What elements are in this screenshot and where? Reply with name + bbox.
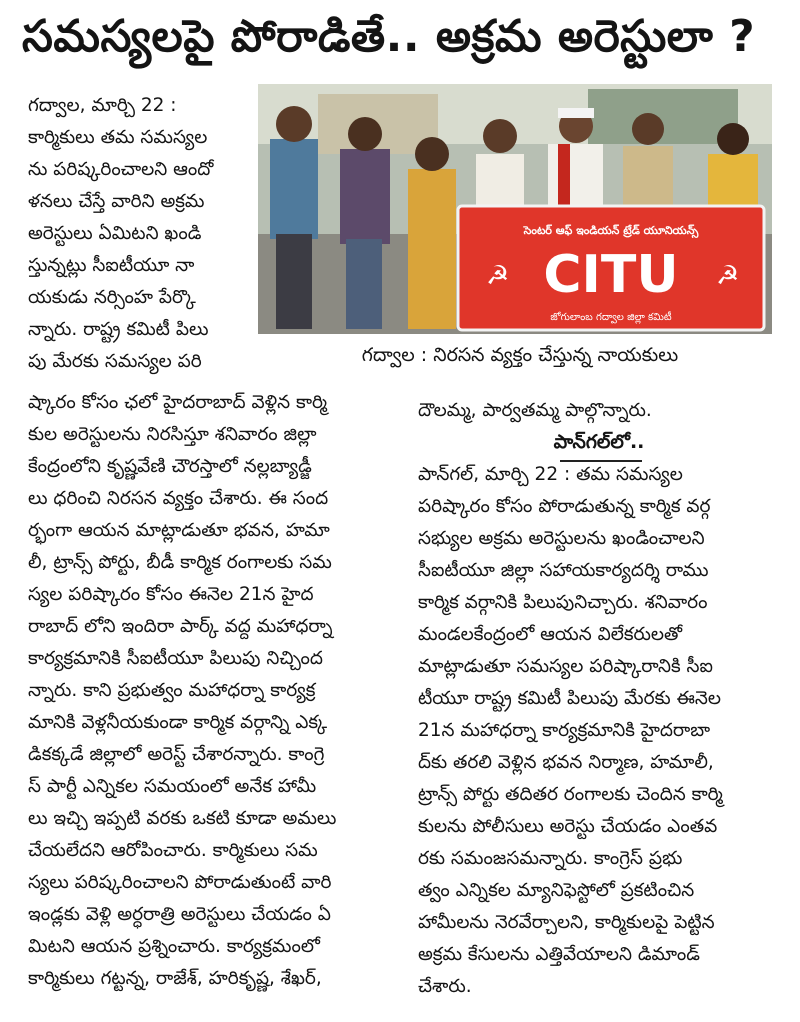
article-line: కార్మికులు గట్టన్న, రాజేశ్, హరికృష్ణ, శేఖర్, bbox=[28, 968, 322, 989]
article-line: త్వం ఎన్నికల మ్యానిఫెస్టోలో ప్రకటించిన bbox=[418, 880, 695, 901]
article-line: న్నారు. కాని ప్రభుత్వం మహాధర్నా కార్యక్ర bbox=[28, 680, 316, 701]
article-line: సభ్యుల అక్రమ అరెస్టులను ఖండించాలని bbox=[418, 528, 705, 549]
article-line: కుల అరెస్టులను నిరసిస్తూ శనివారం జిల్లా bbox=[28, 424, 317, 445]
article-line: మాట్లాడుతూ సమస్యల పరిష్కారానికి సీఐ bbox=[418, 656, 713, 677]
article-line: కార్మికులు తమ సమస్యల bbox=[28, 127, 208, 148]
article-line: అరెస్టులు ఏమిటని ఖండి bbox=[28, 223, 202, 244]
article-line: కేంద్రంలోని కృష్ణవేణి చౌరస్తాలో నల్లబ్యాడ్జీ bbox=[28, 456, 312, 477]
article-line: అక్రమ కేసులను ఎత్తివేయాలని డిమాండ్ bbox=[418, 944, 700, 965]
article-line: పరిష్కారం కోసం పోరాడుతున్న కార్మిక వర్గ bbox=[418, 496, 711, 517]
article-line: స్యల పరిష్కారం కోసం ఈనెల 21న హైద bbox=[28, 584, 314, 605]
article-line: ళనలు చేస్తే వారిని అక్రమ bbox=[28, 191, 205, 212]
article-line: ర్భంగా ఆయన మాట్లాడుతూ భవన, హమా bbox=[28, 520, 330, 541]
protest-photo-illustration bbox=[258, 84, 772, 334]
person-figure bbox=[270, 106, 318, 329]
banner-logo-text: CITU bbox=[543, 245, 679, 305]
article-line: కార్యక్రమానికి సీఐటీయూ పిలుపు నిచ్చింద bbox=[28, 648, 323, 669]
article-line: రాబాద్ లోని ఇందిరా పార్క్ వద్ద మహాధర్నా bbox=[28, 616, 333, 637]
article-line: మిటని ఆయన ప్రశ్నించారు. కార్యక్రమంలో bbox=[28, 936, 320, 957]
article-line: కార్మిక వర్గానికి పిలుపునిచ్చారు. శనివారం bbox=[418, 592, 708, 613]
article-line: చేయలేదని ఆరోపించారు. కార్మికులు సమ bbox=[28, 840, 318, 861]
article-left-column-bottom bbox=[28, 387, 398, 995]
article-line: హామీలను నెరవేర్చాలని, కార్మికులపై పెట్టిన bbox=[418, 912, 715, 933]
photo-caption: గద్వాల : నిరసన వ్యక్తం చేస్తున్న నాయకులు bbox=[361, 344, 679, 366]
article-line: సీఐటీయూ జిల్లా సహాయకార్యదర్శి రాము bbox=[418, 560, 709, 581]
article-line: పాన్‌గల్, మార్చి 22 : తమ సమస్యల bbox=[418, 464, 683, 485]
article-line: స్ పార్టీ ఎన్నికల సమయంలో అనేక హామీ bbox=[28, 776, 317, 797]
article-line: న్నారు. రాష్ట్ర కమిటీ పిలు bbox=[28, 319, 209, 340]
headline: సమస్యలపై పోరాడితే.. అక్రమ అరెస్టులా ? bbox=[22, 11, 756, 62]
hammer-sickle-icon: ☭ bbox=[486, 261, 510, 291]
article-left-column-top bbox=[28, 90, 242, 378]
article-line: ద్‌కు తరలి వెళ్లిన భవన నిర్మాణ, హమాలీ, bbox=[418, 752, 714, 773]
article-line: ట్రాన్స్ పోర్టు తదితర రంగాలకు చెందిన కార్మి bbox=[418, 784, 723, 805]
article-right-column bbox=[418, 395, 780, 427]
article-line: ఇండ్లకు వెళ్లి అర్ధరాత్రి అరెస్టులు చేయడం ఏ bbox=[28, 904, 331, 925]
article-line: 21న మహాధర్నా కార్యక్రమానికి హైదరాబా bbox=[418, 720, 711, 741]
article-line: స్యలు పరిష్కరించాలని పోరాడుతుంటే వారి bbox=[28, 872, 332, 893]
article-line: మండలకేంద్రంలో ఆయన విలేకరులతో bbox=[418, 624, 683, 645]
article-line: లీ, ట్రాన్స్ పోర్టు, బీడీ కార్మిక రంగాలకు సమ bbox=[28, 552, 332, 573]
hammer-sickle-icon: ☭ bbox=[716, 261, 740, 291]
article-line: టీయూ రాష్ట్ర కమిటీ పిలుపు మేరకు ఈనెల bbox=[418, 688, 722, 709]
banner-top-text: సెంటర్ ఆఫ్ ఇండియన్ ట్రేడ్ యూనియన్స్ bbox=[523, 224, 699, 237]
banner-bottom-text: జోగులాంబ గద్వాల జిల్లా కమిటీ bbox=[550, 312, 672, 323]
article-line: చేశారు. bbox=[418, 976, 472, 997]
subheading: పాన్‌గల్‌లో.. bbox=[553, 431, 645, 453]
article-line: డికక్కడే జిల్లాలో అరెస్ట్ చేశారన్నారు. కాంగ్రె bbox=[28, 744, 325, 765]
article-line: రకు సమంజసమన్నారు. కాంగ్రెస్ ప్రభు bbox=[418, 848, 683, 869]
article-line: ను పరిష్కరించాలని ఆందో bbox=[28, 159, 214, 180]
news-photo bbox=[258, 84, 772, 334]
article-line: స్తున్నట్లు సీఐటీయూ నా bbox=[28, 255, 195, 276]
article-line: ష్కారం కోసం ఛలో హైదరాబాద్ వెళ్లిన కార్మి bbox=[28, 392, 328, 413]
article-line: గద్వాల, మార్చి 22 : bbox=[28, 95, 177, 116]
article-right-column-body bbox=[418, 459, 780, 1003]
citu-banner bbox=[458, 206, 764, 330]
article-line: కులను పోలీసులు అరెస్టు చేయడం ఎంతవ bbox=[418, 816, 718, 837]
article-line: యకుడు నర్సింహ పేర్కొ bbox=[28, 287, 196, 308]
article-line: మానికి వెళ్లనీయకుండా కార్మిక వర్గాన్ని ఎక్క bbox=[28, 712, 328, 733]
article-line: దౌలమ్మ, పార్వతమ్మ పాల్గొన్నారు. bbox=[418, 400, 652, 421]
article-line: పు మేరకు సమస్యల పరి bbox=[28, 351, 202, 372]
article-line: లు ధరించి నిరసన వ్యక్తం చేశారు. ఈ సంద bbox=[28, 488, 329, 509]
article-line: లు ఇచ్చి ఇప్పటి వరకు ఒకటి కూడా అమలు bbox=[28, 808, 337, 829]
